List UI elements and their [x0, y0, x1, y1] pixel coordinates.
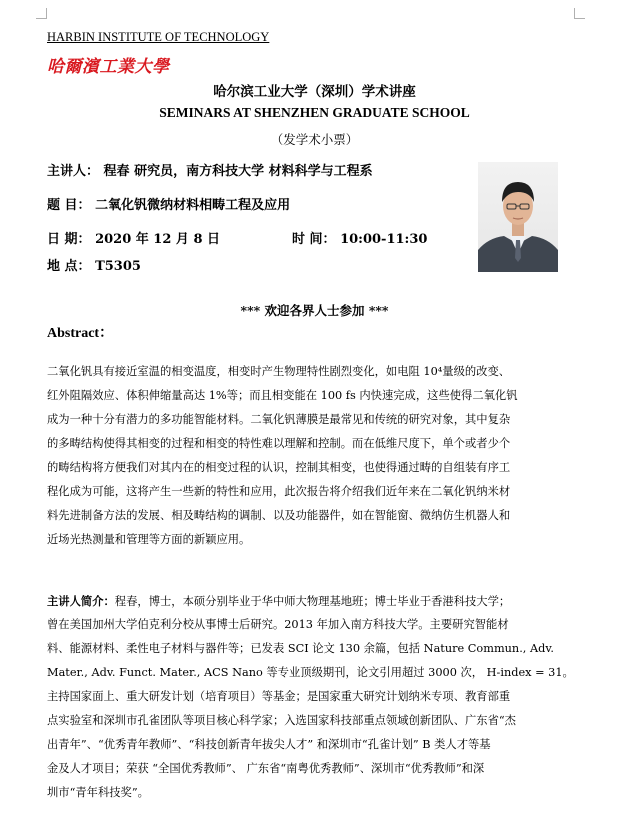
abstract-line: 的畴结构将方便我们对其内在的相变过程的认识，控制其相变，也使得通过畴的自组装有序工	[47, 461, 511, 474]
bio-line: 出青年”、“优秀青年教师”、“科技创新青年拔尖人才” 和深圳市“孔雀计划” B 类人才等基	[47, 738, 491, 751]
abstract-paragraph	[47, 360, 587, 552]
welcome-banner: *** 欢迎各界人士参加 ***	[240, 303, 389, 318]
margin-mark-top-right	[574, 8, 585, 19]
seminar-title-english: SEMINARS AT SHENZHEN GRADUATE SCHOOL	[159, 105, 470, 120]
place-label: 地 点：	[47, 259, 91, 274]
time-label: 时 间：	[292, 232, 336, 247]
date-value: 2020 年 12 月 8 日	[95, 232, 221, 247]
bio-label: 主讲人简介：	[47, 594, 115, 608]
abstract-line: 的多畴结构使得其相变的过程和相变的特性难以理解和控制。而在低维尺度下，单个或者少个	[47, 437, 511, 450]
bio-line: 点实验室和深圳市孔雀团队等项目核心科学家；入选国家科技部重点领域创新团队、广东省“杰	[47, 714, 516, 727]
bio-first-line	[47, 589, 587, 613]
date-label: 日 期：	[47, 232, 91, 247]
place-value: T5305	[95, 259, 141, 274]
seminar-title-chinese: 哈尔滨工业大学（深圳）学术讲座	[213, 84, 416, 100]
place-row	[47, 255, 141, 274]
speaker-portrait-image	[478, 162, 558, 272]
date-row	[47, 228, 220, 247]
time-row	[292, 228, 427, 247]
topic-row	[47, 194, 290, 213]
speaker-row	[47, 160, 373, 179]
abstract-line: 成为一种十分有潜力的多功能智能材料。二氧化钒薄膜是最常见和传统的研究对象，其中复杂	[47, 413, 511, 426]
time-value: 10:00-11:30	[340, 232, 428, 247]
abstract-line: 料先进制备方法的发展、相及畴结构的调制、以及功能器件，如在智能窗、微纳仿生机器人和	[47, 509, 511, 522]
bio-line: 圳市“青年科技奖”。	[47, 786, 149, 799]
speaker-value: 程春 研究员，南方科技大学 材料科学与工程系	[103, 164, 373, 179]
bio-line: 曾在美国加州大学伯克利分校从事博士后研究。2013 年加入南方科技大学。主要研究智能材	[47, 618, 509, 631]
speaker-label: 主讲人：	[47, 164, 100, 179]
topic-value: 二氧化钒微纳材料相畴工程及应用	[95, 198, 291, 213]
bio-line: 程春，博士，本硕分别毕业于华中师大物理基地班；博士毕业于香港科技大学；	[114, 595, 511, 608]
university-logo-calligraphy: 哈爾濱工業大學	[47, 57, 170, 77]
university-name-english: HARBIN INSTITUTE OF TECHNOLOGY	[47, 30, 270, 44]
abstract-heading: Abstract：	[47, 326, 114, 341]
margin-mark-top-left	[36, 8, 47, 19]
abstract-line: 红外阻隔效应、体积伸缩量高达 1%等；而且相变能在 100 fs 内快速完成，这些使得二氧化钒	[47, 389, 518, 402]
bio-line: 金及人才项目；荣获 “全国优秀教师”、 广东省“南粤优秀教师”、深圳市“优秀教师”和深	[47, 762, 485, 775]
bio-line: 料、能源材料、柔性电子材料与器件等；已发表 SCI 论文 130 余篇，包括 Nature Commun., Adv.	[47, 642, 555, 655]
speaker-photo	[478, 162, 558, 272]
abstract-line: 二氧化钒具有接近室温的相变温度，相变时产生物理特性剧烈变化，如电阻 10⁴量级的改变、	[47, 365, 511, 378]
abstract-line: 近场光热测量和管理等方面的新颖应用。	[47, 533, 251, 546]
abstract-line: 程化成为可能，这将产生一些新的特性和应用，此次报告将介绍我们近年来在二氧化钒纳米材	[47, 485, 511, 498]
topic-label: 题 目：	[47, 198, 91, 213]
bio-line: Mater., Adv. Funct. Mater., ACS Nano 等专业顶级期刊，论文引用超过 3000 次， H-index = 31。	[47, 666, 574, 679]
bio-line: 主持国家面上、重大研发计划（培育项目）等基金；是国家重大研究计划纳米专项、教育部重	[47, 690, 511, 703]
seminar-subtitle: （发学术小票）	[270, 132, 359, 147]
speaker-bio-paragraph	[47, 589, 587, 805]
